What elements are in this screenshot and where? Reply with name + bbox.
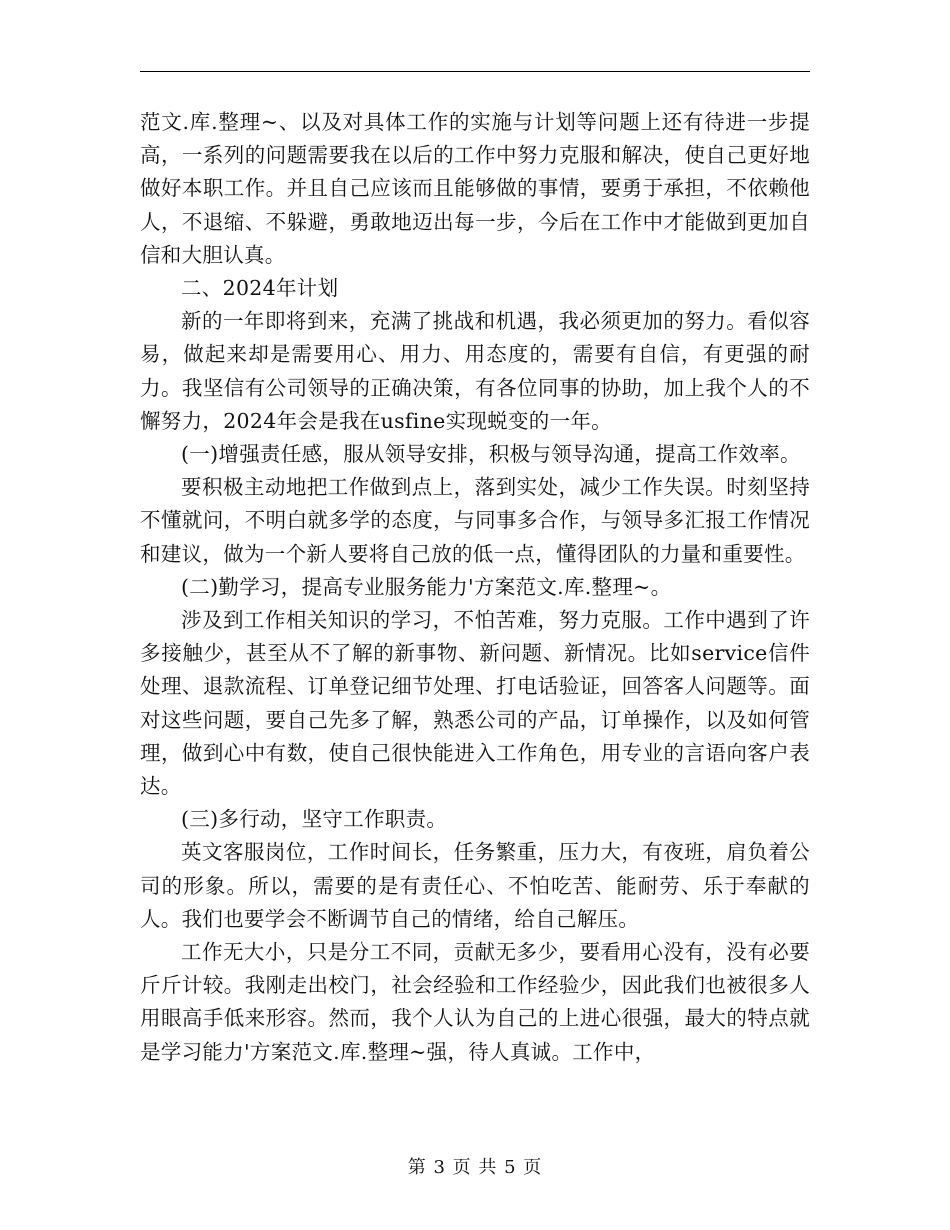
paragraph: 工作无大小，只是分工不同，贡献无多少，要看用心没有，没有必要斤斤计较。我刚走出校门，社会经验和工作经验少，因此我们也被很多人用眼高手低来形容。然而，我个人认为自己的上进心很强，最大的特点就是学习能力'方案范文.库.整理~强，待人真诚。工作中， [140, 940, 810, 1064]
paragraph: 要积极主动地把工作做到点上，落到实处，减少工作失误。时刻坚持不懂就问，不明白就多学的态度，与同事多合作，与领导多汇报工作情况和建议，做为一个新人要将自己放的低一点，懂得团队的力量和重要性。 [140, 475, 810, 566]
paragraph: 新的一年即将到来，充满了挑战和机遇，我必须更加的努力。看似容易，做起来却是需要用心、用力、用态度的，需要有自信，有更强的耐力。我坚信有公司领导的正确决策，有各位同事的协助，加上我个人的不懈努力，2024年会是我在usfine实现蜕变的一年。 [140, 309, 810, 433]
page-number-footer: 第 3 页 共 5 页 [407, 1157, 543, 1178]
document-body [140, 106, 810, 1069]
paragraph: 英文客服岗位，工作时间长，任务繁重，压力大，有夜班，肩负着公司的形象。所以，需要的是有责任心、不怕吃苦、能耐劳、乐于奉献的人。我们也要学会不断调节自己的情绪，给自己解压。 [140, 840, 810, 931]
subsection-heading: (一)增强责任感，服从领导安排，积极与领导沟通，提高工作效率。 [181, 442, 801, 467]
subsection-heading: (三)多行动，坚守工作职责。 [181, 807, 448, 832]
paragraph: 涉及到工作相关知识的学习，不怕苦难，努力克服。工作中遇到了许多接触少，甚至从不了解的新事物、新问题、新情况。比如service信件处理、退款流程、订单登记细节处理、打电话验证，回答客人问题等。面对这些问题，要自己先多了解，熟悉公司的产品，订单操作，以及如何管理，做到心中有数，使自己很快能进入工作角色，用专业的言语向客户表达。 [140, 608, 810, 799]
paragraph: 范文.库.整理~、以及对具体工作的实施与计划等问题上还有待进一步提高，一系列的问题需要我在以后的工作中努力克服和解决，使自己更好地做好本职工作。并且自己应该而且能够做的事情，要勇于承担，不依赖他人，不退缩、不躲避，勇敢地迈出每一步，今后在工作中才能做到更加自信和大胆认真。 [140, 110, 810, 267]
section-heading: 二、2024年计划 [181, 276, 339, 301]
header-rule [140, 71, 810, 72]
subsection-heading: (二)勤学习，提高专业服务能力'方案范文.库.整理~。 [181, 574, 672, 599]
